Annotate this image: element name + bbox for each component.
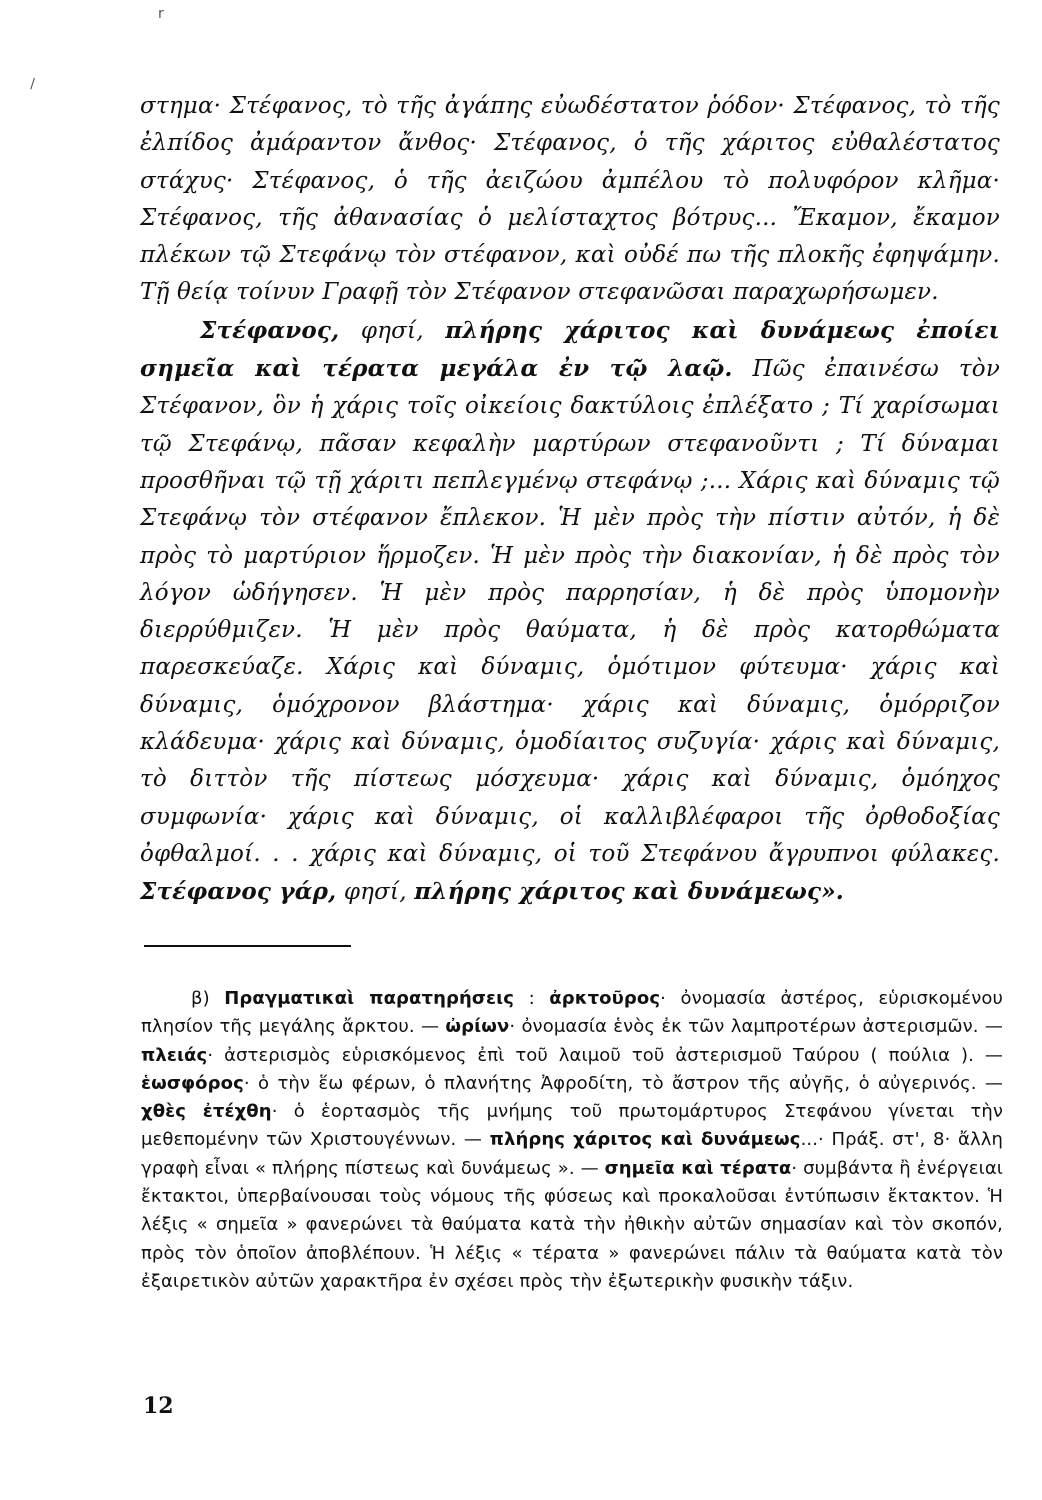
text-run: · ὀνομασία ἑνὸς ἐκ τῶν λαμπροτέρων ἀστερισμῶν. — — [509, 1016, 1003, 1038]
text-run: · ὁ ἑορτασμὸς τῆς μνήμης τοῦ πρωτομάρτυρος Στεφάνου γίνεται τὴν μεθεπομένην τῶν Χριστουγέννων. — — [141, 1101, 1003, 1151]
footnote-term: πλήρης χάριτος καὶ δυνάμεως — [489, 1129, 801, 1151]
bold-quote: πλήρης χάριτος καὶ δυνάμεως ἐποίει σημεῖα καὶ τέρατα μεγάλα ἐν τῷ λαῷ. — [140, 316, 1000, 383]
text-run: φησί, — [336, 879, 415, 906]
bold-quote: Στέφανος γάρ, — [140, 878, 337, 906]
footnote-term: σημεῖα καὶ τέρατα — [604, 1157, 792, 1179]
bold-quote: πλήρης χάριτος καὶ δυνάμεως». — [414, 878, 844, 906]
scan-artifact-mark: \ — [25, 76, 39, 92]
page-number: 12 — [143, 1393, 174, 1419]
main-paragraph-2 — [140, 312, 1000, 912]
footnote-term: ἀρκτοῦρος — [549, 988, 661, 1009]
footnote-marker: β) — [191, 988, 225, 1009]
footnote-divider — [144, 945, 351, 947]
footnote-paragraph — [141, 985, 1003, 1296]
text-run: · ἀστερισμὸς εὑρισκόμενος ἐπὶ τοῦ λαιμοῦ τοῦ ἀστερισμοῦ Ταύρου ( πούλια ). — — [207, 1044, 1003, 1066]
text-run: ...· Πράξ. στ', 8· ἄλλη γραφὴ εἶναι « πλήρης πίστεως καὶ δυνάμεως ». — — [141, 1129, 1004, 1179]
main-paragraph-1: στημα· Στέφανος, τὸ τῆς ἀγάπης εὐωδέστατον ῥόδον· Στέφανος, τὸ τῆς ἐλπίδος ἀμάραντον ἄνθος· Στέφανος, ὁ τῆς χάριτος εὐθαλέστατος στάχυς· Στέφανος, ὁ τῆς ἀειζώου ἀμπέλου τὸ πολυφόρον κλῆμα· Στέφανος, τῆς ἀθανασίας ὁ μελίσταχτος βότρυς... Ἔκαμον, ἔκαμον πλέκων τῷ Στεφάνῳ τὸν στέφανον, καὶ οὐδέ πω τῆς πλοκῆς ἐφηψάμην. Τῇ θείᾳ τοίνυν Γραφῇ τὸν Στέφανον στεφανῶσαι παραχωρήσωμεν. — [140, 93, 1000, 306]
text-run: φησί, — [339, 317, 446, 344]
text-run: : — [514, 988, 550, 1009]
text-run: · συμβάντα ἢ ἐνέργειαι ἔκτακτοι, ὑπερβαίνουσαι τοὺς νόμους τῆς φύσεως καὶ προκαλοῦσαι ἐντύπωσιν ἔκτακτον. Ἡ λέξις « σημεῖα » φανερώνει τὰ θαύματα κατὰ τὴν ἠθικὴν αὐτῶν σημασίαν καὶ τὸν σκοπόν, πρὸς τὸν ὁποῖον ἀποβλέπουν. Ἡ λέξις « τέρατα » φανερώνει πάλιν τὰ θαύματα κατὰ τὸν ἐξαιρετικὸν αὐτῶν χαρακτῆρα ἐν σχέσει πρὸς τὴν ἐξωτερικὴν φυσικὴν τάξιν. — [141, 1157, 1003, 1292]
footnote-term: ὠρίων — [445, 1016, 510, 1038]
bold-quote: Στέφανος, — [200, 316, 340, 344]
footnote-section — [141, 985, 1003, 1296]
text-run: · ὁ τὴν ἕω φέρων, ὁ πλανήτης Ἀφροδίτη, τὸ ἄστρον τῆς αὐγῆς, ὁ αὐγερινός. — — [243, 1072, 1003, 1094]
footnote-term: ἑωσφόρος — [141, 1072, 244, 1094]
main-text — [140, 88, 1000, 912]
footnote-term: πλειάς — [141, 1044, 208, 1066]
footnote-heading: Πραγματικαὶ παρατηρήσεις — [224, 988, 515, 1009]
text-run: · ὀνομασία ἀστέρος, εὑρισκομένου πλησίον τῆς μεγάλης ἄρκτου. — — [141, 988, 1003, 1038]
footnote-term: χθὲς ἐτέχθη — [141, 1101, 272, 1123]
text-run: Πῶς ἐπαινέσω τὸν Στέφανον, ὃν ἡ χάρις τοῖς οἰκείοις δακτύλοις ἐπλέξατο ; Τί χαρίσωμαι τῷ Στεφάνῳ, πᾶσαν κεφαλὴν μαρτύρων στεφανοῦντι ; Τί δύναμαι προσθῆναι τῷ τῇ χάριτι πεπλεγμένῳ στεφάνῳ ;... Χάρις καὶ δύναμις τῷ Στεφάνῳ τὸν στέφανον ἔπλεκον. Ἡ μὲν πρὸς τὴν πίστιν αὐτόν, ἡ δὲ πρὸς τὸ μαρτύριον ἥρμοζεν. Ἡ μὲν πρὸς τὴν διακονίαν, ἡ δὲ πρὸς τὸν λόγον ὡδήγησεν. Ἡ μὲν πρὸς παρρησίαν, ἡ δὲ πρὸς ὑπομονὴν διερρύθμιζεν. Ἡ μὲν πρὸς θαύματα, ἡ δὲ πρὸς κατορθώματα παρεσκεύαζε. Χάρις καὶ δύναμις, ὁμότιμον φύτευμα· χάρις καὶ δύναμις, ὁμόχρονον βλάστημα· χάρις καὶ δύναμις, ὁμόρριζον κλάδευμα· χάρις καὶ δύναμις, ὁμοδίαιτος συζυγία· χάρις καὶ δύναμις, τὸ διττὸν τῆς πίστεως μόσχευμα· χάρις καὶ δύναμις, ὁμόηχος συμφωνία· χάρις καὶ δύναμις, οἱ καλλιβλέφαροι τῆς ὀρθοδοξίας ὀφθαλμοί. . . χάρις καὶ δύναμις, οἱ τοῦ Στεφάνου ἄγρυπνοι φύλακες. — [140, 356, 1001, 867]
scan-artifact-mark: r — [158, 6, 164, 22]
